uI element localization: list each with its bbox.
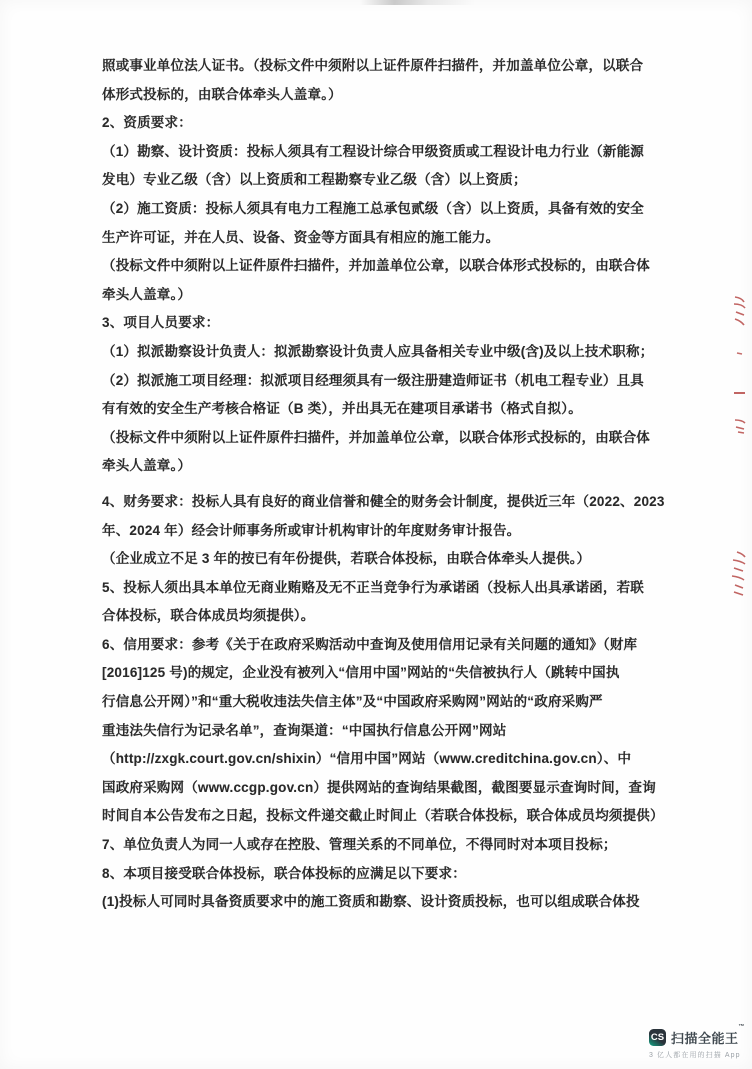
text-line: 合体投标，联合体成员均须提供）。 [102,608,315,624]
camscanner-watermark [649,1024,749,1060]
text-line: 6、信用要求：参考《关于在政府采购活动中查询及使用信用记录有关问题的通知》（财库 [102,636,638,652]
text-line: 4、财务要求：投标人具有良好的商业信誉和健全的财务会计制度，提供近三年（2022、2023 [102,493,665,509]
document-body [102,52,665,917]
text-line: 8、本项目接受联合体投标，联合体投标的应满足以下要求： [102,865,466,881]
text-line: 5、投标人须出具本单位无商业贿赂及无不正当竞争行为承诺函（投标人出具承诺函，若联 [102,579,645,595]
watermark-app-name [671,1024,746,1047]
text-line: 生产许可证，并在人员、设备、资金等方面具有相应的施工能力。 [102,229,500,245]
text-line: 牵头人盖章。） [102,286,192,302]
text-line: （投标文件中须附以上证件原件扫描件，并加盖单位公章，以联合体形式投标的，由联合体 [102,429,650,445]
text-line: （企业成立不足 3 年的按已有年份提供，若联合体投标，由联合体牵头人提供。） [102,551,591,567]
text-line: （1）勘察、设计资质：投标人须具有工程设计综合甲级资质或工程设计电力行业（新能源 [102,143,645,159]
text-line: （2）施工资质：投标人须具有电力工程施工总承包贰级（含）以上资质，具备有效的安全 [102,200,645,216]
text-line: 3、项目人员要求： [102,315,220,331]
red-ink-mark [733,384,746,402]
text-line: 年、2024 年）经会计师事务所或审计机构审计的年度财务审计报告。 [102,522,521,538]
red-ink-mark [732,417,747,440]
text-line: 发电）专业乙级（含）以上资质和工程勘察专业乙级（含）以上资质； [102,172,527,188]
red-ink-mark [731,295,747,334]
text-line: [2016]125 号)的规定，企业没有被列入“信用中国”网站的“失信被执行人（跳转中国执 [102,665,620,681]
text-line: 时间自本公告发布之日起，投标文件递交截止时间止（若联合体投标，联合体成员均须提供） [102,808,664,824]
text-line: 照或事业单位法人证书。（投标文件中须附以上证件原件扫描件，并加盖单位公章，以联合 [102,58,644,73]
text-line: 2、资质要求： [102,115,192,131]
text-line: （2）拟派施工项目经理：拟派项目经理须具有一级注册建造师证书（机电工程专业）且具 [102,372,645,388]
text-line: 有有效的安全生产考核合格证（B 类），并出具无在建项目承诺书（格式自拟）。 [102,401,582,417]
text-line: （1）拟派勘察设计负责人：拟派勘察设计负责人应具备相关专业中级(含)及以上技术职称； [102,343,654,359]
red-ink-mark [729,550,747,603]
text-line: 重违法失信行为记录名单”，查询渠道：“中国执行信息公开网”网站 [102,722,507,738]
watermark-tagline: 3 亿人都在用的扫描 App [649,1052,741,1059]
text-line: (1)投标人可同时具备资质要求中的施工资质和勘察、设计资质投标，也可以组成联合体投 [102,894,640,910]
text-line: 行信息公开网）”和“重大税收违法失信主体”及“中国政府采购网”网站的“政府采购严 [102,694,603,710]
scan-artifact-top-smudge [360,0,475,5]
text-line: 国政府采购网（www.ccgp.gov.cn）提供网站的查询结果截图，截图要显示查询时间，查询 [102,779,656,795]
text-line: 体形式投标的，由联合体牵头人盖章。） [102,86,342,102]
text-line: 牵头人盖章。） [102,458,192,474]
text-line: （投标文件中须附以上证件原件扫描件，并加盖单位公章，以联合体形式投标的，由联合体 [102,258,650,274]
red-ink-mark [736,344,744,362]
camscanner-logo-icon: CS [649,1029,666,1046]
trademark-symbol: ™ [738,1024,746,1030]
text-line: 7、单位负责人为同一人或存在控股、管理关系的不同单位，不得同时对本项目投标； [102,837,617,853]
watermark-app-name-text: 扫描全能王 [671,1031,739,1046]
text-line: （http://zxgk.court.gov.cn/shixin）“信用中国”网站（www.creditchina.gov.cn）、中 [102,751,632,767]
